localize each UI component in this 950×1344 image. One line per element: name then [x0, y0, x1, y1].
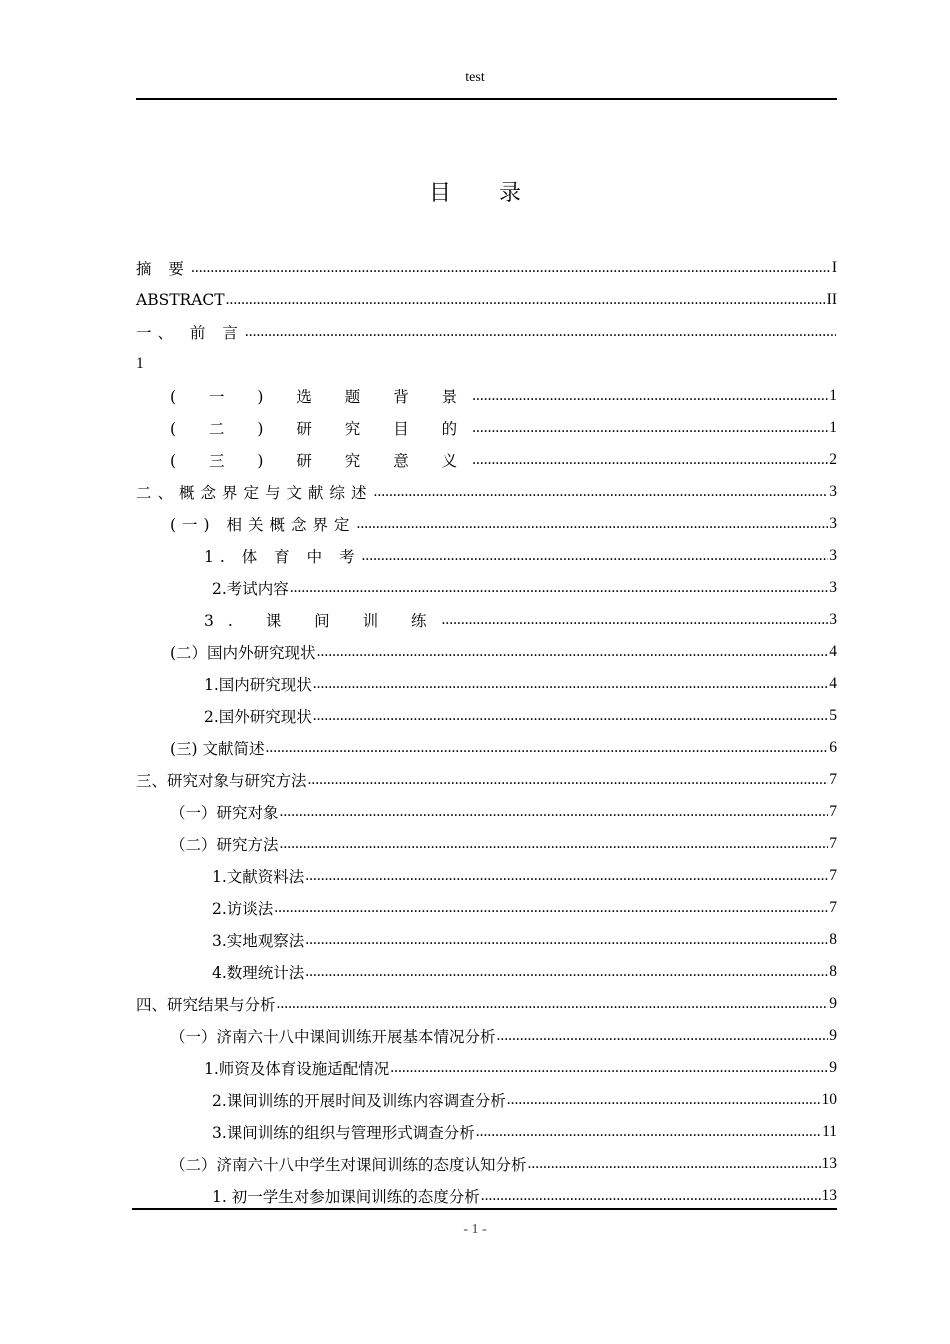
page-number: - 1 -: [463, 1222, 487, 1237]
toc-entry-foreign-status[interactable]: 2.国外研究现状 ..... 5: [136, 700, 837, 732]
toc-entry-research-purpose[interactable]: ( 二 ) 研 究 目 的 ..... 1: [136, 412, 837, 444]
toc-entry-abstract-cn[interactable]: 摘 要 ..... I: [136, 252, 837, 284]
header-rule: [136, 98, 837, 100]
toc-entry-observation-method[interactable]: 3.实地观察法 ..... 8: [136, 924, 837, 956]
toc-entry-chapter-3[interactable]: 三、研究对象与研究方法 ..... 7: [136, 764, 837, 796]
toc-entry-exam-content[interactable]: 2.考试内容 ..... 3: [136, 572, 837, 604]
toc-entry-research-method[interactable]: （二）研究方法 ..... 7: [136, 828, 837, 860]
toc-entry-abstract-en[interactable]: ABSTRACT ..... II: [136, 284, 837, 316]
toc-entry-basic-situation[interactable]: （一）济南六十八中课间训练开展基本情况分析 ..... 9: [136, 1020, 837, 1052]
table-of-contents: [136, 252, 837, 1212]
toc-title-char-2: 录: [499, 181, 522, 206]
toc-entry-break-training[interactable]: 3. 课 间 训 练 ..... 3: [136, 604, 837, 636]
toc-entry-concept-definition[interactable]: (一) 相关概念界定 ..... 3: [136, 508, 837, 540]
toc-entry-chapter-4[interactable]: 四、研究结果与分析 ..... 9: [136, 988, 837, 1020]
toc-entry-teachers-facilities[interactable]: 1.师资及体育设施适配情况 ..... 9: [136, 1052, 837, 1084]
toc-entry-research-significance[interactable]: ( 三 ) 研 究 意 义 ..... 2: [136, 444, 837, 476]
toc-entry-statistics-method[interactable]: 4.数理统计法 ..... 8: [136, 956, 837, 988]
toc-entry-grade7-attitude[interactable]: 1. 初一学生对参加课间训练的态度分析 ..... 13: [136, 1180, 837, 1212]
footer-rule: [132, 1208, 837, 1210]
page-header: test: [465, 70, 485, 85]
toc-entry-time-content[interactable]: 2.课间训练的开展时间及训练内容调查分析 ..... 10: [136, 1084, 837, 1116]
toc-entry-attitude-analysis[interactable]: （二）济南六十八中学生对课间训练的态度认知分析 ..... 13: [136, 1148, 837, 1180]
toc-entry-foreword[interactable]: 一、 前 言 .....: [136, 316, 837, 348]
toc-entry-domestic-status[interactable]: 1.国内研究现状 ..... 4: [136, 668, 837, 700]
toc-entry-research-status[interactable]: (二）国内外研究现状 ..... 4: [136, 636, 837, 668]
toc-entry-foreword-page[interactable]: 1: [136, 355, 144, 372]
toc-title-char-1: 目: [428, 181, 451, 206]
toc-entry-interview-method[interactable]: 2.访谈法 ..... 7: [136, 892, 837, 924]
toc-entry-literature-method[interactable]: 1.文献资料法 ..... 7: [136, 860, 837, 892]
toc-entry-chapter-2[interactable]: 二、概念界定与文献综述 ..... 3: [136, 476, 837, 508]
toc-title: [0, 176, 950, 207]
toc-entry-literature-review[interactable]: (三) 文献简述 ..... 6: [136, 732, 837, 764]
toc-entry-topic-background[interactable]: ( 一 ) 选 题 背 景 ..... 1: [136, 380, 837, 412]
toc-entry-pe-exam[interactable]: 1. 体 育 中 考 ..... 3: [136, 540, 837, 572]
toc-entry-organization[interactable]: 3.课间训练的组织与管理形式调查分析 ..... 11: [136, 1116, 837, 1148]
toc-entry-research-object[interactable]: （一）研究对象 ..... 7: [136, 796, 837, 828]
